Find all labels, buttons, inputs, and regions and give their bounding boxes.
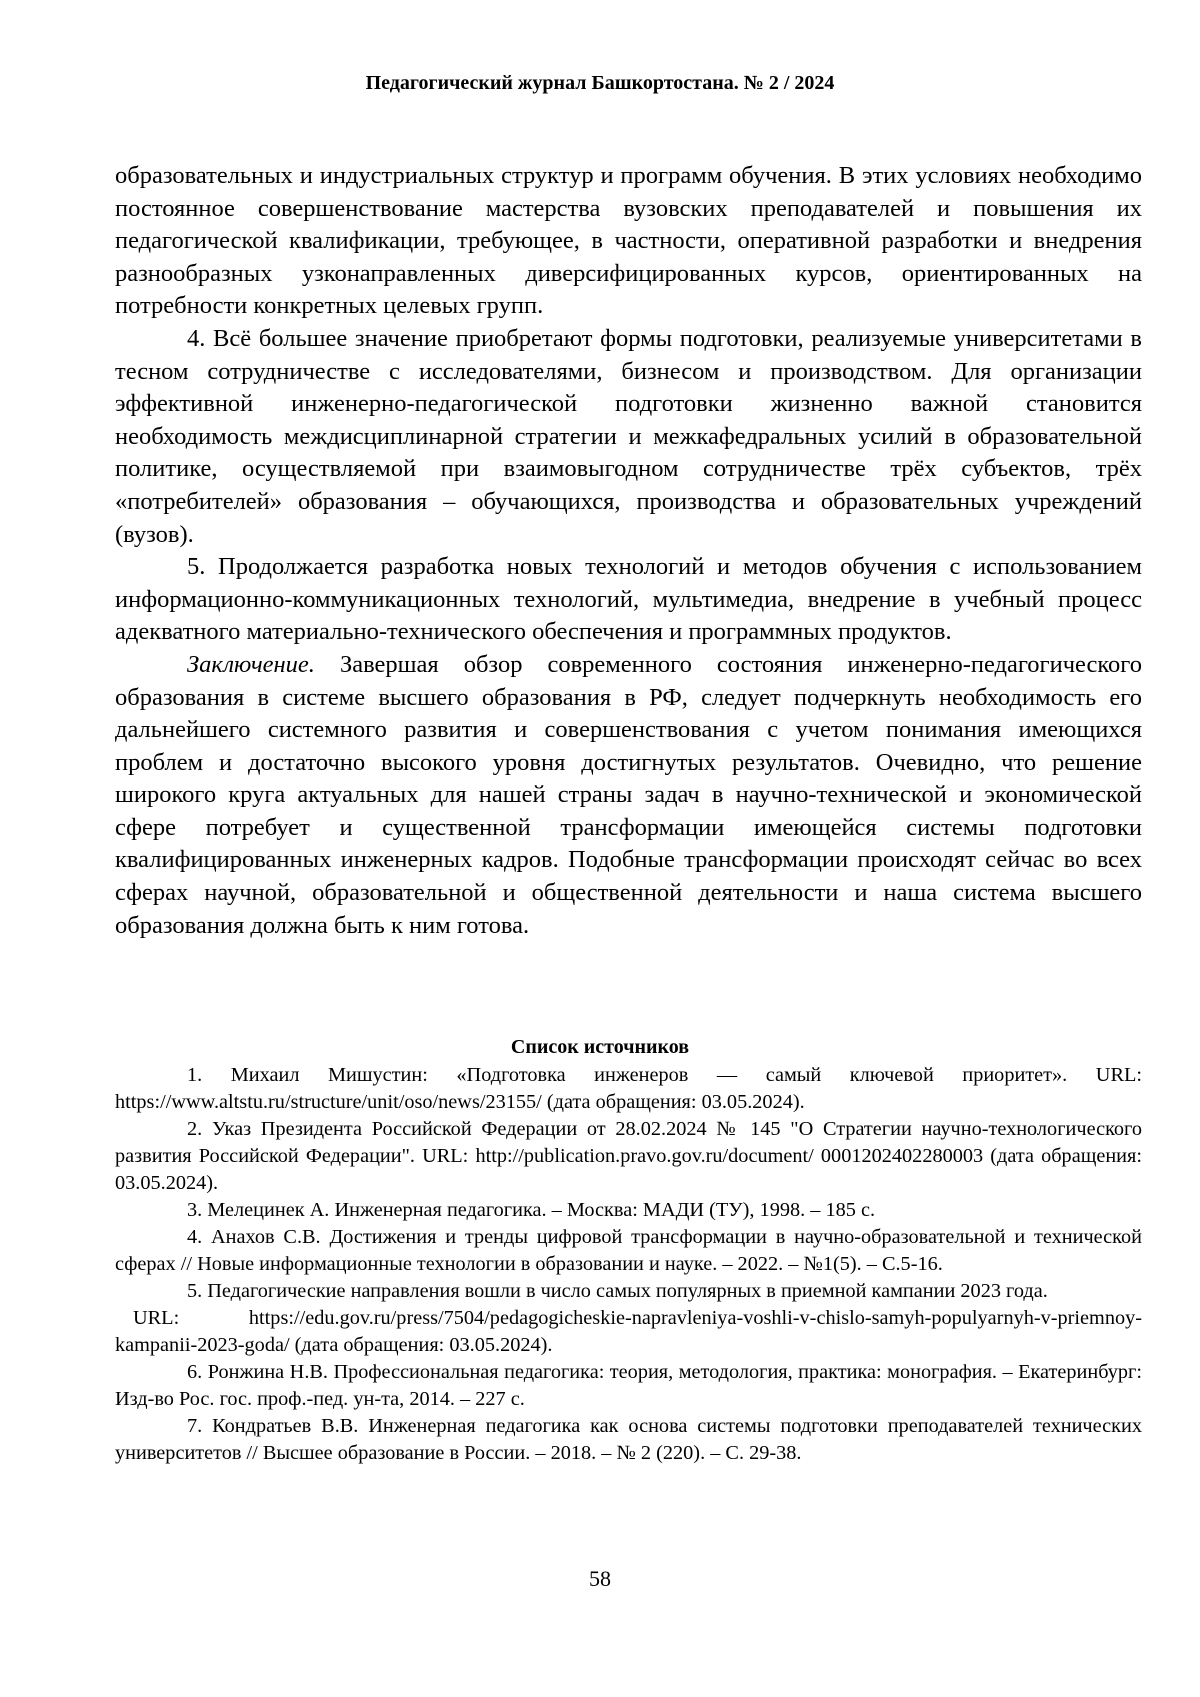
paragraph-item-5: 5. Продолжается разработка новых технологий и методов обучения с использованием информационно-коммуникационных технологий, мультимедиа, внедрение в учебный процесс адекватного материально-технического обеспечения и программных продуктов. — [115, 553, 1142, 646]
reference-item: 2. Указ Президента Российской Федерации от 28.02.2024 № 145 "О Стратегии научно-технологического развития Российской Федерации". URL: http://publication.pravo.gov.ru/document/ 0001202402280003 (дата обращения: 03.05.2024). — [115, 1118, 1142, 1194]
article-body — [115, 160, 1142, 942]
paragraph-item-4: 4. Всё большее значение приобретают формы подготовки, реализуемые университетами в тесном сотрудничестве с исследователями, бизнесом и производством. Для организации эффективной инженерно-педагогической подготовки жизненно важной становится необходимость междисциплинарной стратегии и межкафедральных усилий в образовательной политике, осуществляемой при взаимовыгодном сотрудничестве трёх субъектов, трёх «потребителей» образования – обучающихся, производства и образовательных учреждений (вузов). — [115, 324, 1142, 548]
reference-item-url: URL: https://edu.gov.ru/press/7504/pedagogicheskie-napravleniya-voshli-v-chislo-samyh-populyarnyh-v-priemnoy-kampanii-2023-goda/ (дата обращения: 03.05.2024). — [115, 1307, 1142, 1356]
page-number: 58 — [589, 1566, 611, 1591]
reference-item: 4. Анахов С.В. Достижения и тренды цифровой трансформации в научно-образовательной и технической сферах // Новые информационные технологии в образовании и науке. – 2022. – №1(5). – С.5-16. — [115, 1226, 1142, 1275]
paragraph-conclusion — [115, 649, 1142, 942]
running-header: Педагогический журнал Башкортостана. № 2 / 2024 — [365, 72, 835, 94]
conclusion-text: Завершая обзор современного состояния инженерно-педагогического образования в системе высшего образования в РФ, следует подчеркнуть необходимость его дальнейшего системного развития и совершенствования с учетом понимания имеющихся проблем и достаточно высокого уровня достигнутых результатов. Очевидно, что решение широкого круга актуальных для нашей страны задач в научно-технической и экономической сфере потребует и существенной трансформации имеющейся системы подготовки квалифицированных инженерных кадров. Подобные трансформации происходят сейчас во всех сферах научной, образовательной и общественной деятельности и наша система высшего образования должна быть к ним готова. — [115, 650, 1142, 939]
conclusion-label: Заключение. — [187, 650, 315, 678]
reference-item: 6. Ронжина Н.В. Профессиональная педагогика: теория, методология, практика: монография. – Екатеринбург: Изд-во Рос. гос. проф.-пед. ун-та, 2014. – 227 с. — [115, 1361, 1142, 1410]
paragraph-continuation: образовательных и индустриальных структур и программ обучения. В этих условиях необходимо постоянное совершенствование мастерства вузовских преподавателей и повышения их педагогической квалификации, требующее, в частности, оперативной разработки и внедрения разнообразных узконаправленных диверсифицированных курсов, ориентированных на потребности конкретных целевых групп. — [115, 162, 1142, 320]
references-list — [115, 1062, 1142, 1467]
references-title: Список источников — [510, 1036, 690, 1058]
reference-item: 7. Кондратьев В.В. Инженерная педагогика как основа системы подготовки преподавателей технических университетов // Высшее образование в России. – 2018. – № 2 (220). – С. 29-38. — [115, 1415, 1142, 1464]
reference-item: 1. Михаил Мишустин: «Подготовка инженеров — самый ключевой приоритет». URL: https://www.altstu.ru/structure/unit/oso/news/23155/ (дата обращения: 03.05.2024). — [115, 1064, 1142, 1113]
reference-item: 3. Мелецинек А. Инженерная педагогика. – Москва: МАДИ (ТУ), 1998. – 185 с. — [187, 1199, 876, 1221]
reference-item: 5. Педагогические направления вошли в число самых популярных в приемной кампании 2023 года. — [187, 1280, 1048, 1302]
